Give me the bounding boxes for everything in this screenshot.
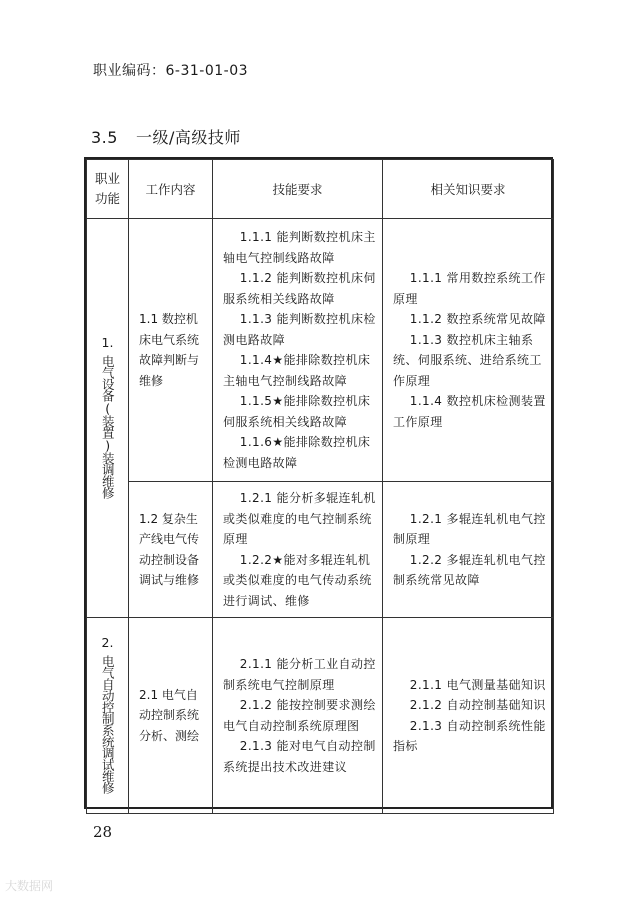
table-row	[87, 482, 554, 618]
function-cell	[87, 618, 129, 814]
function-name: 电气自动控制系统调试维修	[100, 654, 116, 793]
header-skills: 技能要求	[213, 160, 383, 219]
function-name: 电气设备(装置)装调维修	[100, 354, 116, 498]
content-cell: 1.2 复杂生产线电气传动控制设备调试与维修	[129, 482, 213, 618]
skills-cell	[213, 482, 383, 618]
content-cell: 2.1 电气自动控制系统分析、测绘	[129, 618, 213, 814]
skill-item: 1.1.6★能排除数控机床检测电路故障	[223, 435, 371, 470]
skills-cell	[213, 618, 383, 814]
section-title: 一级/高级技师	[135, 128, 241, 147]
knowledge-item: 2.1.3 自动控制系统性能指标	[393, 718, 546, 753]
function-cell	[87, 219, 129, 618]
section-heading	[91, 125, 241, 148]
watermark: 大数据网	[5, 879, 54, 893]
skill-item: 2.1.3 能对电气自动控制系统提出技术改进建议	[223, 739, 376, 774]
table-header-row	[87, 160, 554, 219]
knowledge-item: 2.1.1 电气测量基础知识	[409, 677, 546, 692]
function-number: 1.	[101, 335, 114, 350]
skill-item: 2.1.1 能分析工业自动控制系统电气控制原理	[223, 657, 376, 692]
knowledge-cell	[383, 482, 554, 618]
header-knowledge: 相关知识要求	[383, 160, 554, 219]
skill-item: 1.1.1 能判断数控机床主轴电气控制线路故障	[223, 230, 376, 265]
occupation-code: 职业编码：6-31-01-03	[93, 63, 249, 79]
page-number: 28	[93, 823, 113, 841]
skill-item: 2.1.2 能按控制要求测绘电气自动控制系统原理图	[223, 698, 376, 733]
table-row	[87, 219, 554, 482]
knowledge-item: 2.1.2 自动控制基础知识	[409, 698, 546, 712]
skills-table	[86, 159, 554, 814]
skill-item: 1.1.2 能判断数控机床伺服系统相关线路故障	[223, 271, 376, 306]
header-content: 工作内容	[129, 160, 213, 219]
knowledge-item: 1.1.4 数控机床检测装置工作原理	[393, 394, 546, 429]
table-row	[87, 618, 554, 814]
knowledge-item: 1.1.1 常用数控系统工作原理	[393, 271, 546, 306]
content-cell: 1.1 数控机床电气系统故障判断与维修	[129, 219, 213, 482]
knowledge-item: 1.1.3 数控机床主轴系统、伺服系统、进给系统工作原理	[393, 332, 542, 388]
skill-item: 1.1.5★能排除数控机床伺服系统相关线路故障	[223, 394, 371, 429]
skill-item: 1.2.1 能分析多辊连轧机或类似难度的电气控制系统原理	[223, 491, 376, 546]
knowledge-item: 1.2.2 多辊连轧机电气控制系统常见故障	[393, 552, 546, 587]
skills-table-container	[84, 157, 553, 809]
skill-item: 1.1.4★能排除数控机床主轴电气控制线路故障	[223, 353, 371, 388]
knowledge-item: 1.1.2 数控系统常见故障	[409, 312, 546, 326]
skill-item: 1.2.2★能对多辊连轧机或类似难度的电气传动系统进行调试、维修	[223, 552, 372, 608]
knowledge-item: 1.2.1 多辊连轧机电气控制原理	[393, 511, 546, 546]
knowledge-cell	[383, 618, 554, 814]
knowledge-cell	[383, 219, 554, 482]
skill-item: 1.1.3 能判断数控机床检测电路故障	[223, 312, 376, 347]
header-function: 职业 功能	[87, 160, 129, 219]
function-number: 2.	[101, 635, 114, 650]
skills-cell	[213, 219, 383, 482]
section-number: 3.5	[91, 128, 118, 147]
